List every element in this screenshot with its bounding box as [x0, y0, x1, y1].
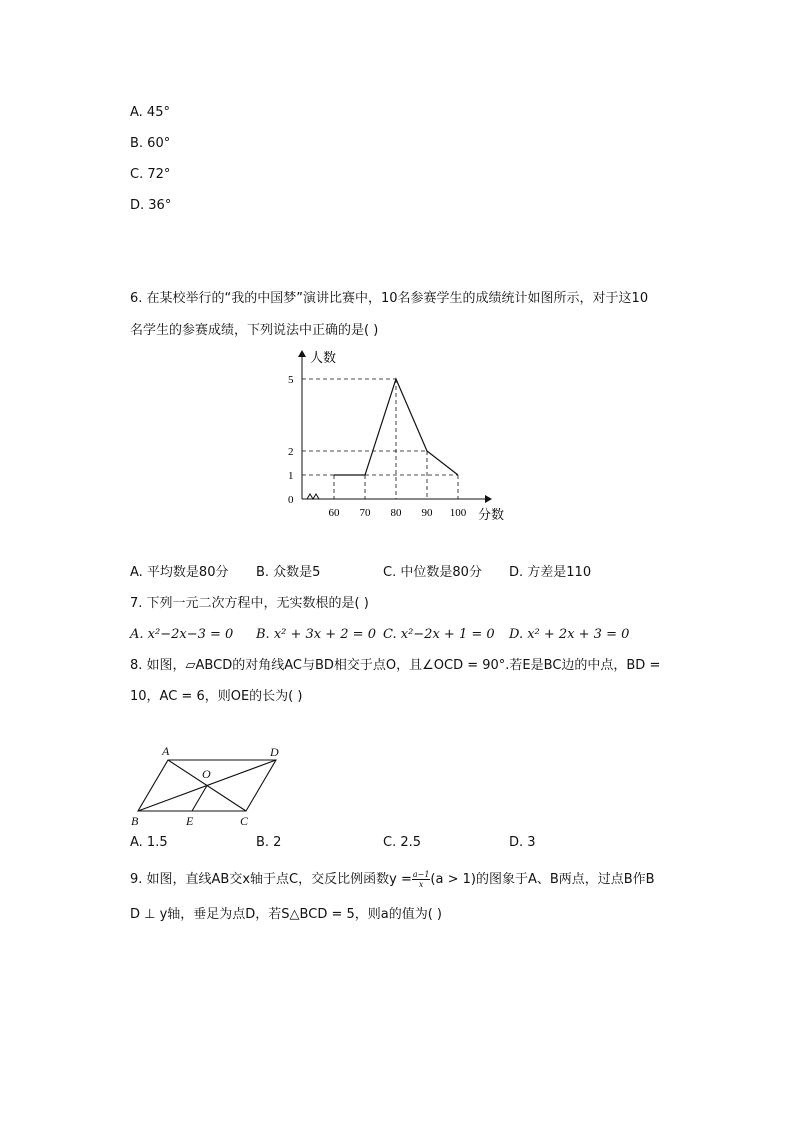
q8-option-c: C. 2.5	[383, 835, 422, 850]
label-b: B	[131, 814, 139, 828]
q6-option-b: B. 众数是5	[256, 565, 321, 580]
q9-stem-line1	[130, 870, 655, 889]
y-axis-arrow	[298, 350, 306, 357]
label-d: D	[270, 745, 279, 759]
q7-option-a: A. x²−2x−3 = 0	[130, 627, 234, 642]
q5-option-c: C. 72°	[130, 167, 171, 182]
fraction-denominator: x	[418, 880, 424, 889]
q9-stem-line1-part2: (a > 1)的图象于A、B两点，过点B作B	[430, 872, 655, 887]
x-tick-label: 100	[449, 507, 467, 519]
x-tick-label: 60	[328, 507, 340, 519]
segment-oe	[192, 786, 207, 812]
label-o: O	[202, 767, 211, 781]
q9-stem-line1-part1: 9. 如图，直线AB交x轴于点C，交反比例函数y =	[130, 872, 412, 887]
function-fraction	[412, 870, 431, 889]
q5-option-d: D. 36°	[130, 198, 172, 213]
q6-option-d: D. 方差是110	[509, 565, 592, 580]
q7-option-c: C. x²−2x + 1 = 0	[383, 627, 495, 642]
label-a: A	[162, 744, 170, 758]
q8-option-a: A. 1.5	[130, 835, 168, 850]
q7-option-b: B. x² + 3x + 2 = 0	[256, 627, 376, 642]
y-axis-label: 人数	[310, 350, 337, 365]
q6-stem-line2: 名学生的参赛成绩，下列说法中正确的是( )	[130, 323, 379, 338]
score-chart	[280, 345, 520, 525]
x-axis-arrow	[485, 495, 492, 503]
x-axis-label: 分数	[478, 507, 505, 522]
y-tick-label: 1	[288, 470, 294, 482]
q6-option-c: C. 中位数是80分	[383, 565, 482, 580]
q8-stem-line1: 8. 如图，▱ABCD的对角线AC与BD相交于点O，且∠OCD = 90°.若E是BC边的中点，BD =	[130, 658, 661, 673]
q5-option-b: B. 60°	[130, 136, 171, 151]
q9-stem-line2: D ⊥ y轴，垂足为点D，若S△BCD = 5，则a的值为( )	[130, 907, 443, 922]
y-tick-label: 5	[288, 374, 294, 386]
q8-stem-line2: 10，AC = 6，则OE的长为( )	[130, 689, 303, 704]
y-tick-label: 2	[288, 446, 294, 458]
x-tick-label: 90	[421, 507, 433, 519]
q7-option-d: D. x² + 2x + 3 = 0	[509, 627, 630, 642]
x-tick-label: 80	[390, 507, 402, 519]
q5-option-a: A. 45°	[130, 105, 170, 120]
q8-option-d: D. 3	[509, 835, 536, 850]
q6-stem-line1: 6. 在某校举行的“我的中国梦”演讲比赛中，10名参赛学生的成绩统计如图所示，对于这10	[130, 291, 649, 306]
q7-stem: 7. 下列一元二次方程中，无实数根的是( )	[130, 596, 369, 611]
origin-label: 0	[288, 494, 294, 506]
label-e: E	[186, 814, 194, 828]
q6-option-a: A. 平均数是80分	[130, 565, 229, 580]
label-c: C	[240, 814, 249, 828]
x-tick-label: 70	[359, 507, 371, 519]
axis-break	[307, 494, 319, 499]
q8-option-b: B. 2	[256, 835, 282, 850]
parallelogram-figure	[128, 742, 293, 830]
fraction-numerator: a−1	[412, 870, 430, 879]
